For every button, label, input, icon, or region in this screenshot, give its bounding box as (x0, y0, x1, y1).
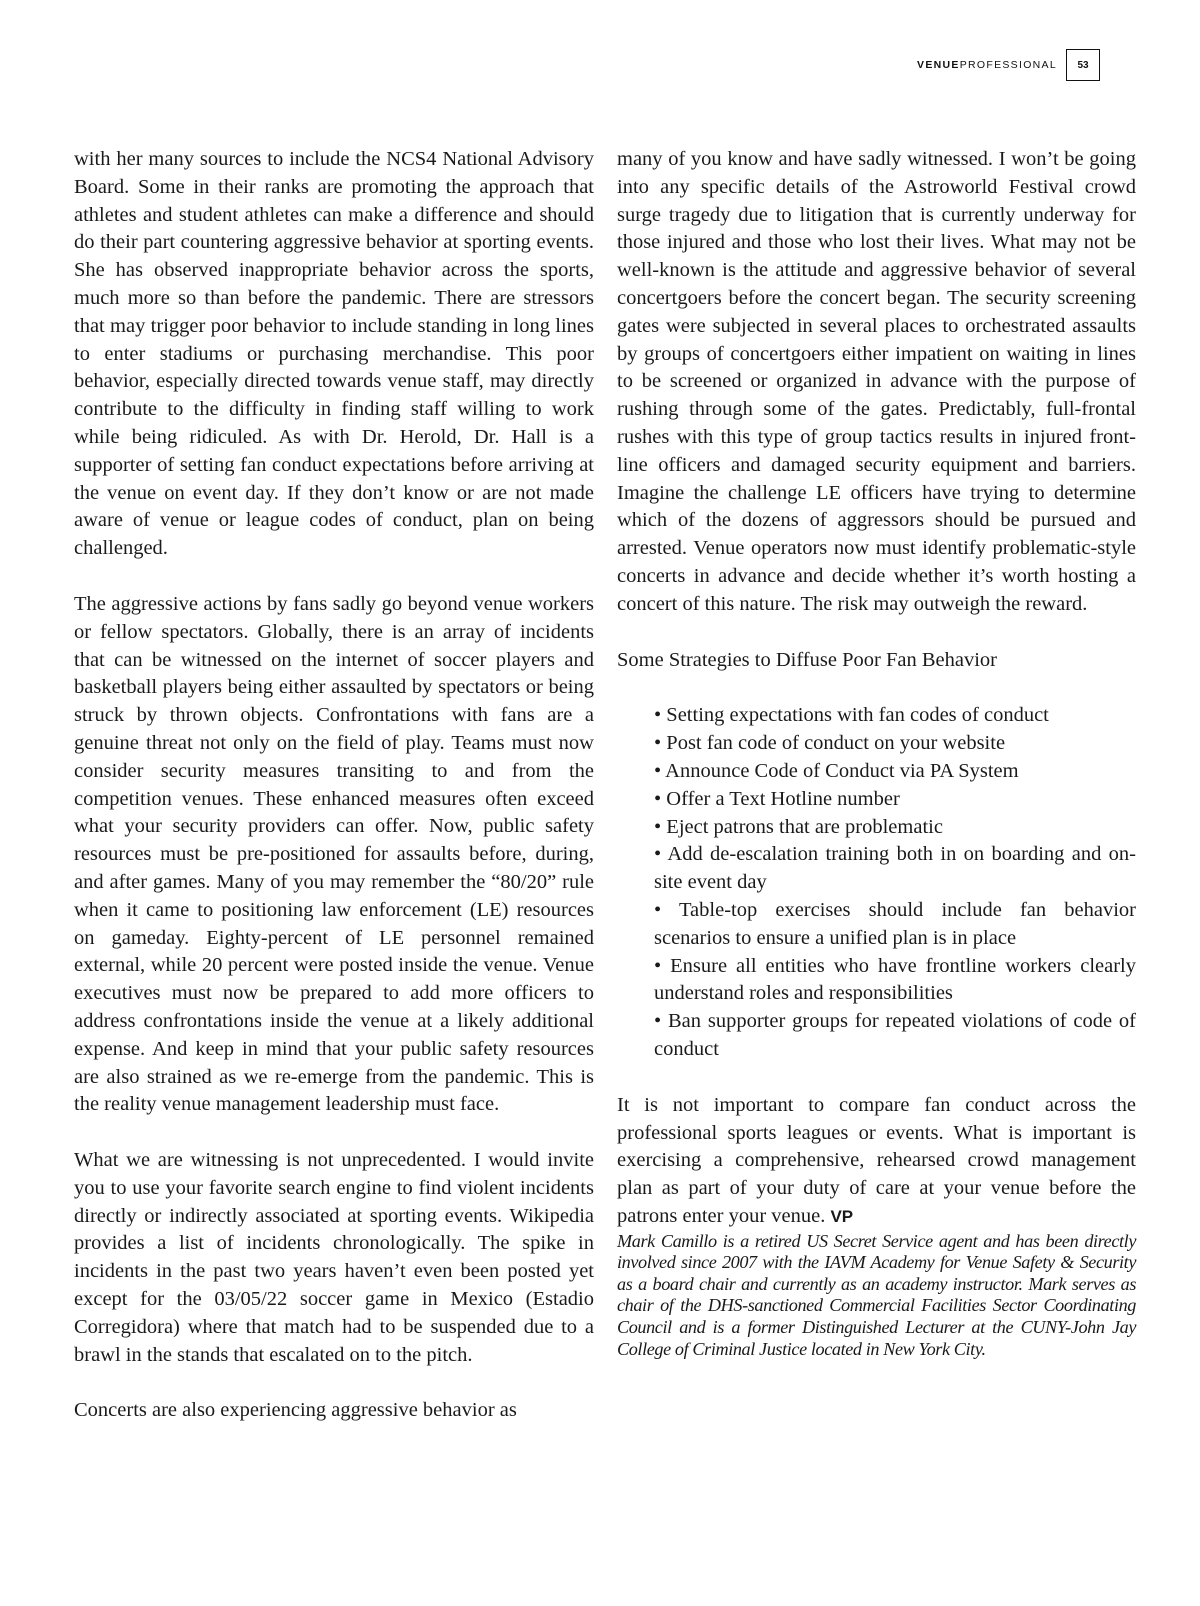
end-mark: VP (830, 1206, 854, 1226)
list-item: • Announce Code of Conduct via PA System (654, 759, 1019, 782)
list-item: • Post fan code of conduct on your website (654, 732, 1006, 755)
author-bio: Mark Camillo is a retired US Secret Service agent and has been directly involved since 2007 with the IAVM Academy for Venue Safety & Security as a board chair and currently as an academy instructor. Mark serves as chair of the DHS-sanctioned Commercial Facilities Sector Coordinating Council and is a former Distinguished Lecturer at the CUNY-John Jay College of Criminal Justice located in New York City. (617, 1230, 1136, 1359)
magazine-brand (917, 59, 1057, 71)
list-item: • Setting expectations with fan codes of conduct (654, 704, 1049, 727)
brand-venue: VENUE (917, 59, 960, 71)
strategies-heading: Some Strategies to Diffuse Poor Fan Behavior (617, 648, 997, 671)
brand-professional: PROFESSIONAL (959, 59, 1057, 71)
closing-text: It is not important to compare fan conduct across the professional sports leagues or events. What is important is exercising a comprehensive, rehearsed crowd management plan as part of your duty of care at your venue before the patrons enter your venue. (617, 1093, 1136, 1227)
list-item: • Offer a Text Hotline number (654, 787, 900, 810)
right-column (617, 146, 1136, 1388)
list-item: • Add de-escalation training both in on boarding and on-site event day (654, 843, 1136, 894)
body-paragraph: What we are witnessing is not unprecedented. I would invite you to use your favorite search engine to find violent incidents directly or indirectly associated at sporting events. Wikipedia provides a list of incidents chronologically. The spike in incidents in the past two years haven’t even been posted yet except for the 03/05/22 soccer game in Mexico (Estadio Corregidora) where that match had to be suspended due to a brawl in the stands that escalated on to the pitch. (74, 1149, 594, 1366)
closing-paragraph (617, 1092, 1136, 1231)
list-item: • Table-top exercises should include fan behavior scenarios to ensure a unified plan is in place (654, 898, 1136, 949)
list-item: • Eject patrons that are problematic (654, 815, 943, 838)
left-column (74, 146, 594, 1425)
list-item: • Ban supporter groups for repeated violations of code of conduct (654, 1010, 1136, 1060)
body-paragraph: Concerts are also experiencing aggressive behavior as (74, 1399, 517, 1422)
body-paragraph: with her many sources to include the NCS4 National Advisory Board. Some in their ranks are promoting the approach that athletes and student athletes can make a difference and should do their part countering aggressive behavior at sporting events. She has observed inappropriate behavior across the sports, much more so than before the pandemic. There are stressors that may trigger poor behavior to include standing in long lines to enter stadiums or purchasing merchandise. This poor behavior, especially directed towards venue staff, may directly contribute to the difficulty in finding staff willing to work while being ridiculed. As with Dr. Herold, Dr. Hall is a supporter of setting fan conduct expectations before arriving at the venue on event day. If they don’t know or are not made aware of venue or league codes of conduct, plan on being challenged. (74, 148, 594, 560)
body-paragraph: many of you know and have sadly witnessed. I won’t be going into any specific details of the Astroworld Festival crowd surge tragedy due to litigation that is currently underway for those injured and those who lost their lives. What may not be well-known is the attitude and aggressive behavior of several concertgoers before the concert began. The security screening gates were subjected in several places to orchestrated assaults by groups of concertgoers either impatient on waiting in lines to be screened or organized in advance with the purpose of rushing through some of the gates. Predictably, full-frontal rushes with this type of group tactics results in injured front-line officers and damaged security equipment and barriers. Imagine the challenge LE officers have trying to determine which of the dozens of aggressors should be pursued and arrested. Venue operators now must identify problematic-style concerts in advance and decide whether it’s worth hosting a concert of this nature. The risk may outweigh the reward. (617, 148, 1136, 615)
strategies-list (617, 702, 1136, 1063)
list-item: • Ensure all entities who have frontline workers clearly understand roles and responsibilities (654, 954, 1136, 1005)
page-number: 53 (1066, 49, 1100, 81)
body-paragraph: The aggressive actions by fans sadly go beyond venue workers or fellow spectators. Globally, there is an array of incidents that can be witnessed on the internet of soccer players and basketball players being either assaulted by spectators or being struck by thrown objects. Confrontations with fans are a genuine threat not only on the field of play. Teams must now consider security measures transiting to and from the competition venues. These enhanced measures often exceed what your security providers can offer. Now, public safety resources must be pre-positioned for assaults before, during, and after games. Many of you may remember the “80/20” rule when it came to positioning law enforcement (LE) resources on gameday. Eighty-percent of LE personnel remained external, while 20 percent were posted inside the venue. Venue executives must now be prepared to add more officers to address confrontations inside the venue at a likely additional expense. And keep in mind that your public safety resources are also strained as we re-emerge from the pandemic. This is the reality venue management leadership must face. (74, 592, 594, 1116)
running-header (917, 49, 1100, 81)
